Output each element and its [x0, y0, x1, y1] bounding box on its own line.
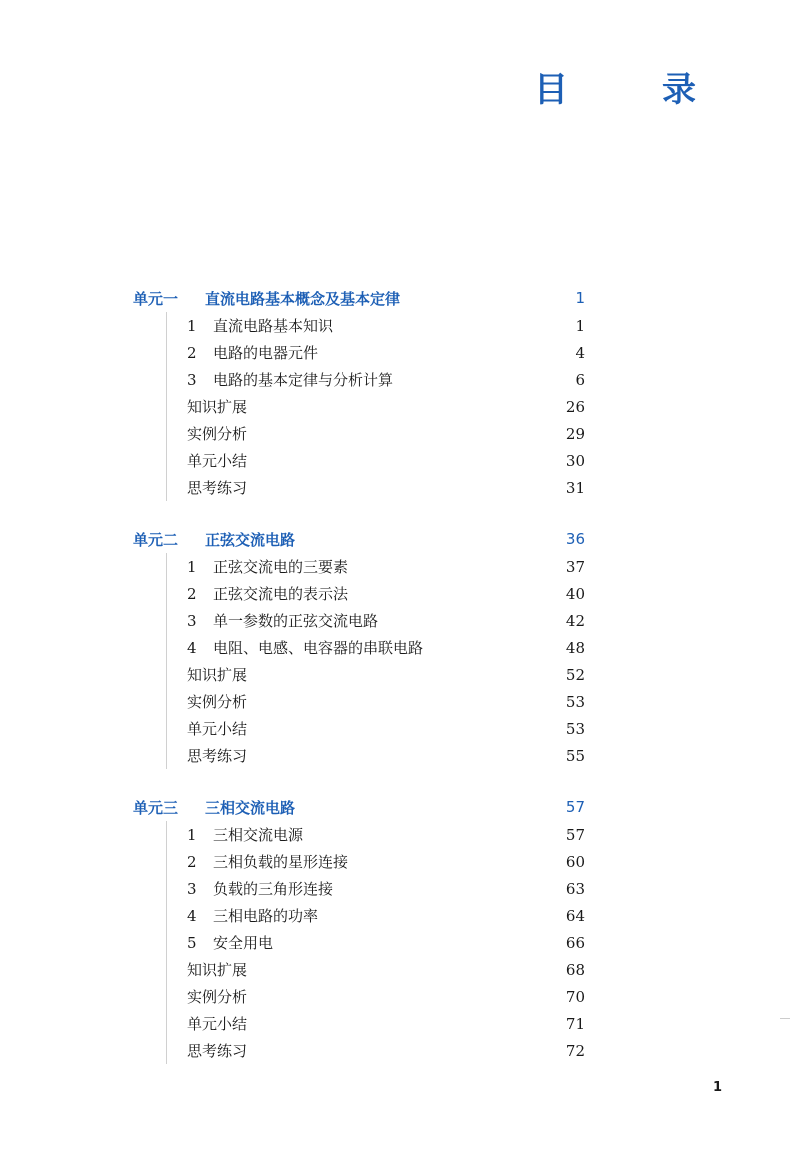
unit-page: 57 — [565, 798, 585, 816]
item-title: 单元小结 — [187, 452, 248, 470]
item-page: 60 — [565, 852, 585, 871]
item-title: 电阻、电感、电容器的串联电路 — [213, 639, 424, 657]
item-title: 三相负载的星形连接 — [213, 853, 349, 871]
item-page: 42 — [565, 611, 585, 630]
toc-item[interactable] — [187, 366, 585, 393]
item-page: 63 — [565, 879, 585, 898]
toc-item[interactable] — [187, 553, 585, 580]
toc-item[interactable] — [187, 742, 585, 769]
toc-item[interactable] — [187, 929, 585, 956]
item-page: 1 — [575, 316, 585, 335]
item-page: 48 — [565, 638, 585, 657]
item-index: 3 — [187, 612, 197, 630]
item-page: 52 — [565, 665, 585, 684]
item-index: 5 — [187, 934, 197, 952]
item-index: 2 — [187, 344, 197, 362]
item-page: 6 — [575, 370, 585, 389]
item-title: 电路的电器元件 — [213, 344, 319, 362]
item-page: 68 — [565, 960, 585, 979]
toc-unit-2 — [133, 525, 585, 769]
unit-page: 1 — [575, 289, 585, 307]
toc-item[interactable] — [187, 661, 585, 688]
toc-item[interactable] — [187, 420, 585, 447]
toc-item[interactable] — [187, 821, 585, 848]
unit-items — [166, 821, 585, 1064]
item-title: 思考练习 — [187, 747, 248, 765]
unit-title: 直流电路基本概念及基本定律 — [205, 289, 401, 308]
toc-item[interactable] — [187, 902, 585, 929]
page-number: 1 — [712, 1080, 722, 1095]
toc-item[interactable] — [187, 875, 585, 902]
item-index: 3 — [187, 880, 197, 898]
toc-item[interactable] — [187, 956, 585, 983]
item-title: 知识扩展 — [187, 398, 248, 416]
item-index: 2 — [187, 853, 197, 871]
unit-label: 单元三 — [133, 798, 179, 817]
item-page: 30 — [565, 451, 585, 470]
item-index: 1 — [187, 558, 197, 576]
item-title: 单一参数的正弦交流电路 — [213, 612, 379, 630]
unit-items — [166, 312, 585, 501]
item-page: 72 — [565, 1041, 585, 1060]
item-title: 知识扩展 — [187, 666, 248, 684]
item-title: 思考练习 — [187, 479, 248, 497]
item-title: 实例分析 — [187, 425, 248, 443]
toc-unit-1 — [133, 284, 585, 501]
toc-item[interactable] — [187, 339, 585, 366]
item-title: 安全用电 — [213, 934, 274, 952]
unit-items — [166, 553, 585, 769]
toc-item[interactable] — [187, 312, 585, 339]
table-of-contents — [133, 284, 585, 1088]
unit-label: 单元一 — [133, 289, 179, 308]
toc-item[interactable] — [187, 393, 585, 420]
toc-item[interactable] — [187, 1037, 585, 1064]
item-index: 2 — [187, 585, 197, 603]
item-page: 53 — [565, 719, 585, 738]
item-title: 正弦交流电的三要素 — [213, 558, 349, 576]
item-page: 37 — [565, 557, 585, 576]
item-title: 直流电路基本知识 — [213, 317, 334, 335]
toc-item[interactable] — [187, 848, 585, 875]
item-index: 4 — [187, 907, 197, 925]
item-title: 实例分析 — [187, 988, 248, 1006]
item-page: 26 — [565, 397, 585, 416]
item-page: 66 — [565, 933, 585, 952]
page-title: 目 录 — [534, 70, 726, 110]
item-index: 1 — [187, 317, 197, 335]
item-page: 31 — [565, 478, 585, 497]
unit-heading[interactable] — [133, 793, 585, 821]
item-title: 三相电路的功率 — [213, 907, 319, 925]
unit-title: 三相交流电路 — [205, 798, 296, 817]
item-page: 57 — [565, 825, 585, 844]
item-title: 知识扩展 — [187, 961, 248, 979]
item-page: 70 — [565, 987, 585, 1006]
toc-item[interactable] — [187, 580, 585, 607]
edge-mark — [780, 1018, 790, 1019]
item-title: 单元小结 — [187, 720, 248, 738]
item-index: 3 — [187, 371, 197, 389]
unit-page: 36 — [565, 530, 585, 548]
item-title: 实例分析 — [187, 693, 248, 711]
toc-unit-3 — [133, 793, 585, 1064]
unit-heading[interactable] — [133, 525, 585, 553]
toc-item[interactable] — [187, 983, 585, 1010]
item-title: 负载的三角形连接 — [213, 880, 334, 898]
item-title: 思考练习 — [187, 1042, 248, 1060]
item-page: 64 — [565, 906, 585, 925]
unit-heading[interactable] — [133, 284, 585, 312]
unit-label: 单元二 — [133, 530, 179, 549]
item-page: 40 — [565, 584, 585, 603]
item-page: 71 — [565, 1014, 585, 1033]
item-page: 53 — [565, 692, 585, 711]
toc-item[interactable] — [187, 688, 585, 715]
item-page: 55 — [565, 746, 585, 765]
toc-item[interactable] — [187, 447, 585, 474]
toc-item[interactable] — [187, 715, 585, 742]
toc-item[interactable] — [187, 1010, 585, 1037]
item-title: 正弦交流电的表示法 — [213, 585, 349, 603]
item-index: 4 — [187, 639, 197, 657]
item-title: 电路的基本定律与分析计算 — [213, 371, 394, 389]
toc-item[interactable] — [187, 474, 585, 501]
toc-item[interactable] — [187, 607, 585, 634]
unit-title: 正弦交流电路 — [205, 530, 296, 549]
item-page: 29 — [565, 424, 585, 443]
item-page: 4 — [575, 343, 585, 362]
item-index: 1 — [187, 826, 197, 844]
item-title: 单元小结 — [187, 1015, 248, 1033]
item-title: 三相交流电源 — [213, 826, 304, 844]
toc-item[interactable] — [187, 634, 585, 661]
